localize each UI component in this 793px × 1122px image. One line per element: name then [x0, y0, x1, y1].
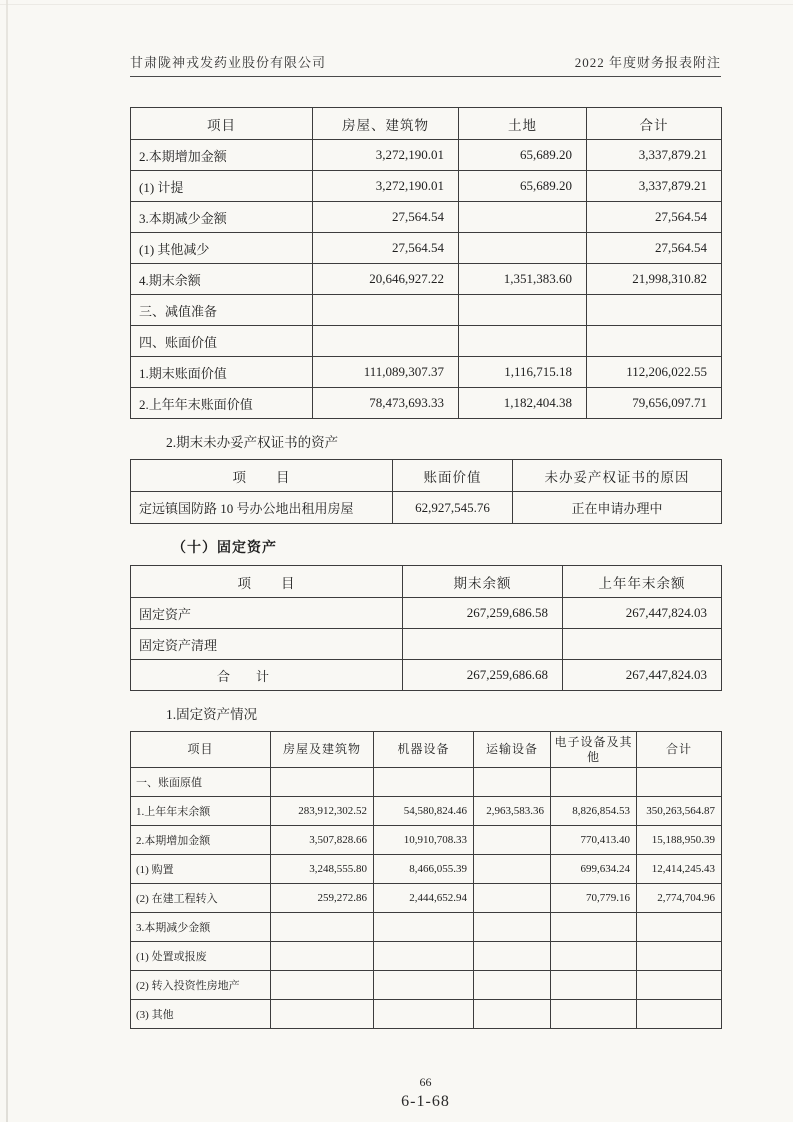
column-header: 项 目 [131, 460, 393, 492]
table-cell: 78,473,693.33 [313, 388, 459, 419]
table-cell [313, 295, 459, 326]
table-cell [313, 326, 459, 357]
table-cell: 1,182,404.38 [459, 388, 587, 419]
table-cell [403, 629, 563, 660]
table-row [131, 233, 722, 264]
table-row [131, 884, 722, 913]
table-row [131, 629, 722, 660]
table-header-row [131, 108, 722, 140]
document-page [130, 0, 721, 1111]
table-cell: 70,779.16 [551, 884, 637, 913]
column-header: 电子设备及其他 [551, 732, 637, 768]
table-header-row [131, 566, 722, 598]
table-row [131, 171, 722, 202]
table-cell [459, 202, 587, 233]
column-header: 项目 [131, 108, 313, 140]
table-row [131, 598, 722, 629]
table-cell [271, 971, 374, 1000]
table-cell [459, 326, 587, 357]
table-cell: 2,774,704.96 [637, 884, 722, 913]
table-cell [551, 913, 637, 942]
table-cell [271, 942, 374, 971]
table-cell [587, 326, 722, 357]
table-cell: (3) 其他 [131, 1000, 271, 1029]
table-cell: 三、减值准备 [131, 295, 313, 326]
table-cell [474, 942, 551, 971]
table-cell: 112,206,022.55 [587, 357, 722, 388]
table-cell [637, 1000, 722, 1029]
table-cell: 固定资产清理 [131, 629, 403, 660]
table-cell: 283,912,302.52 [271, 797, 374, 826]
table-cell: 27,564.54 [587, 202, 722, 233]
column-header: 房屋、建筑物 [313, 108, 459, 140]
column-header: 机器设备 [374, 732, 474, 768]
table-cell [474, 1000, 551, 1029]
table-cell: 2,963,583.36 [474, 797, 551, 826]
table-header-row [131, 732, 722, 768]
table-cell [474, 826, 551, 855]
table-cell [474, 768, 551, 797]
table-cell [459, 233, 587, 264]
table-row [131, 797, 722, 826]
table-cell [551, 1000, 637, 1029]
table-cell: 定远镇国防路 10 号办公地出租用房屋 [131, 492, 393, 524]
table-cell: 正在申请办理中 [513, 492, 722, 524]
table-cell: (1) 计提 [131, 171, 313, 202]
page-header [130, 52, 721, 77]
table-cell: 62,927,545.76 [393, 492, 513, 524]
column-header: 合计 [587, 108, 722, 140]
column-header: 房屋及建筑物 [271, 732, 374, 768]
section-title-unregistered-assets: 2.期末未办妥产权证书的资产 [166, 435, 339, 450]
table-cell: 3.本期减少金额 [131, 202, 313, 233]
table-row [131, 357, 722, 388]
table-cell: 27,564.54 [313, 233, 459, 264]
table-cell: 27,564.54 [313, 202, 459, 233]
table-cell [271, 913, 374, 942]
table-cell [374, 768, 474, 797]
table-cell [374, 913, 474, 942]
table-cell: (1) 购置 [131, 855, 271, 884]
table-row [131, 1000, 722, 1029]
table-cell: 3.本期减少金额 [131, 913, 271, 942]
document-code: 6-1-68 [401, 1093, 450, 1110]
column-header: 合计 [637, 732, 722, 768]
table-cell [374, 942, 474, 971]
table-row [131, 388, 722, 419]
table-row [131, 826, 722, 855]
table-cell: 合 计 [131, 660, 403, 691]
table-row [131, 140, 722, 171]
column-header: 土地 [459, 108, 587, 140]
table-cell [271, 1000, 374, 1029]
table-row [131, 492, 722, 524]
table-cell: 267,259,686.58 [403, 598, 563, 629]
table-row [131, 971, 722, 1000]
table-cell [551, 942, 637, 971]
table-cell: 20,646,927.22 [313, 264, 459, 295]
table-cell [474, 913, 551, 942]
table-cell [474, 855, 551, 884]
table-cell: 21,998,310.82 [587, 264, 722, 295]
column-header: 账面价值 [393, 460, 513, 492]
fixed-assets-summary-table [130, 565, 722, 691]
table-cell: 15,188,950.39 [637, 826, 722, 855]
table-cell: 267,447,824.03 [563, 660, 722, 691]
table-cell: 2,444,652.94 [374, 884, 474, 913]
table-cell [637, 913, 722, 942]
table-cell: 3,248,555.80 [271, 855, 374, 884]
table-cell: 699,634.24 [551, 855, 637, 884]
table-cell: 12,414,245.43 [637, 855, 722, 884]
column-header: 期末余额 [403, 566, 563, 598]
table-row [131, 660, 722, 691]
column-header: 未办妥产权证书的原因 [513, 460, 722, 492]
table-cell: 固定资产 [131, 598, 403, 629]
table-cell: 3,272,190.01 [313, 171, 459, 202]
table-cell [459, 295, 587, 326]
table-cell: 65,689.20 [459, 171, 587, 202]
table-row [131, 855, 722, 884]
table-cell: 8,466,055.39 [374, 855, 474, 884]
table-cell [587, 295, 722, 326]
table-header-row [131, 460, 722, 492]
table-cell: 1,116,715.18 [459, 357, 587, 388]
table-cell: 111,089,307.37 [313, 357, 459, 388]
table-cell [563, 629, 722, 660]
table-row [131, 295, 722, 326]
table-cell [271, 768, 374, 797]
column-header: 运输设备 [474, 732, 551, 768]
table-cell: (1) 处置或报废 [131, 942, 271, 971]
table-cell [551, 768, 637, 797]
table-cell: 3,272,190.01 [313, 140, 459, 171]
table-cell: 65,689.20 [459, 140, 587, 171]
table-row [131, 202, 722, 233]
table-row [131, 264, 722, 295]
table-cell [637, 942, 722, 971]
table-row [131, 913, 722, 942]
table-cell: (1) 其他减少 [131, 233, 313, 264]
table-cell [374, 971, 474, 1000]
table-cell: 2.上年年末账面价值 [131, 388, 313, 419]
table-cell [474, 971, 551, 1000]
table-cell: 3,507,828.66 [271, 826, 374, 855]
table-cell: 2.本期增加金额 [131, 826, 271, 855]
table-row [131, 768, 722, 797]
table-cell: 79,656,097.71 [587, 388, 722, 419]
table-cell [637, 971, 722, 1000]
table-cell: 27,564.54 [587, 233, 722, 264]
section-title-fixed-assets: （十）固定资产 [172, 541, 277, 556]
table-cell: 54,580,824.46 [374, 797, 474, 826]
table-cell: (2) 转入投资性房地产 [131, 971, 271, 1000]
column-header: 项 目 [131, 566, 403, 598]
table-cell [374, 1000, 474, 1029]
table-cell: 4.期末余额 [131, 264, 313, 295]
company-name: 甘肃陇神戎发药业股份有限公司 [130, 55, 327, 70]
table-cell: 1,351,383.60 [459, 264, 587, 295]
table-cell: 3,337,879.21 [587, 171, 722, 202]
table-cell [551, 971, 637, 1000]
table-cell: 267,259,686.68 [403, 660, 563, 691]
table-cell: 259,272.86 [271, 884, 374, 913]
section-title-fixed-assets-detail: 1.固定资产情况 [166, 707, 258, 722]
table-cell: 350,263,564.87 [637, 797, 722, 826]
table-cell: 四、账面价值 [131, 326, 313, 357]
table-cell: 一、账面原值 [131, 768, 271, 797]
page-footer [130, 1075, 721, 1111]
scan-edge-artifact [6, 0, 8, 1122]
table-cell: 3,337,879.21 [587, 140, 722, 171]
report-title: 2022 年度财务报表附注 [574, 55, 721, 70]
table-cell: 267,447,824.03 [563, 598, 722, 629]
table-cell: 1.期末账面价值 [131, 357, 313, 388]
table-cell [474, 884, 551, 913]
intangible-changes-table [130, 107, 722, 419]
table-row [131, 326, 722, 357]
fixed-assets-detail-table [130, 731, 722, 1029]
table-cell [637, 768, 722, 797]
table-cell: 2.本期增加金额 [131, 140, 313, 171]
table-cell: 1.上年年末余额 [131, 797, 271, 826]
column-header: 项目 [131, 732, 271, 768]
table-cell: 8,826,854.53 [551, 797, 637, 826]
page-number: 66 [419, 1075, 432, 1089]
unregistered-assets-table [130, 459, 722, 524]
table-row [131, 942, 722, 971]
table-cell: 770,413.40 [551, 826, 637, 855]
table-cell: (2) 在建工程转入 [131, 884, 271, 913]
column-header: 上年年末余额 [563, 566, 722, 598]
table-cell: 10,910,708.33 [374, 826, 474, 855]
